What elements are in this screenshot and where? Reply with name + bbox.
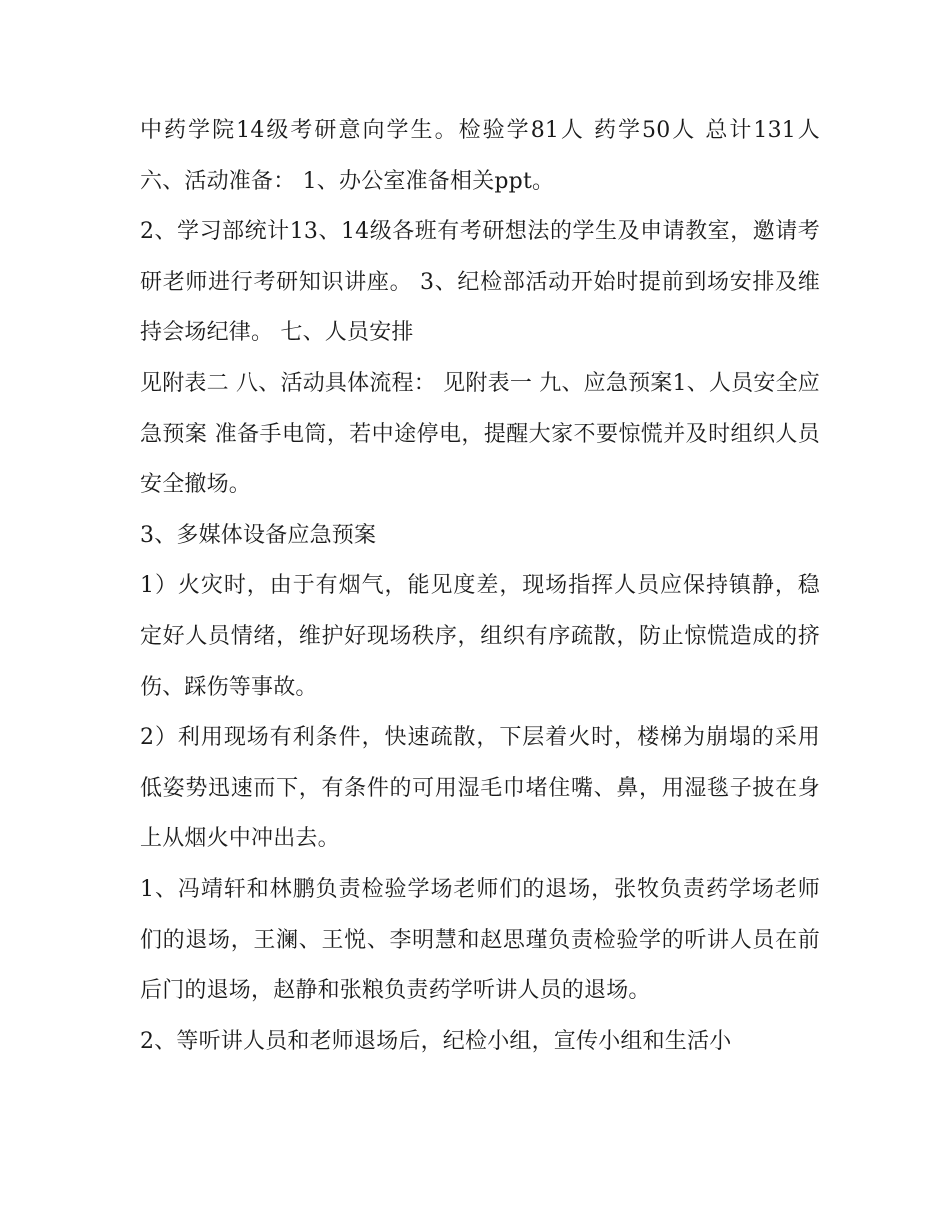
paragraph-fire-procedure-2: 2）利用现场有利条件，快速疏散，下层着火时，楼梯为崩塌的采用低姿势迅速而下，有条件的可用湿毛巾堵住嘴、鼻，用湿毯子披在身上从烟火中冲出去。 [140, 725, 820, 852]
paragraph-exit-assignments-1: 1、冯靖轩和林鹏负责检验学场老师们的退场，张牧负责药学场老师们的退场，王澜、王悦、李明慧和赵思瑾负责检验学的听讲人员在前后门的退场，赵静和张粮负责药学听讲人员的退场。 [140, 876, 820, 1004]
paragraph-fire-procedure-1: 1）火灾时，由于有烟气，能见度差，现场指挥人员应保持镇静，稳定好人员情绪，维护好现场秩序，组织有序疏散，防止惊慌造成的挤伤、踩伤等事故。 [140, 573, 820, 700]
document-body [140, 106, 820, 1067]
paragraph-study-dept-discipline: 2、学习部统计13、14级各班有考研想法的学生及申请教室，邀请考研老师进行考研知识讲座。 3、纪检部活动开始时提前到场安排及维持会场纪律。 七、人员安排 [140, 219, 820, 346]
paragraph-multimedia-plan-heading: 3、多媒体设备应急预案 [140, 522, 377, 548]
paragraph-exit-assignments-2: 2、等听讲人员和老师退场后，纪检小组，宣传小组和生活小 [140, 1028, 732, 1054]
paragraph-schedule-emergency-plan: 见附表二 八、活动具体流程： 见附表一 九、应急预案1、人员安全应急预案 准备手电筒，若中途停电，提醒大家不要惊慌并及时组织人员安全撤场。 [140, 370, 820, 498]
paragraph-participants-preparation: 中药学院14级考研意向学生。检验学81人 药学50人 总计131人 六、活动准备： 1、办公室准备相关ppt。 [140, 118, 820, 194]
